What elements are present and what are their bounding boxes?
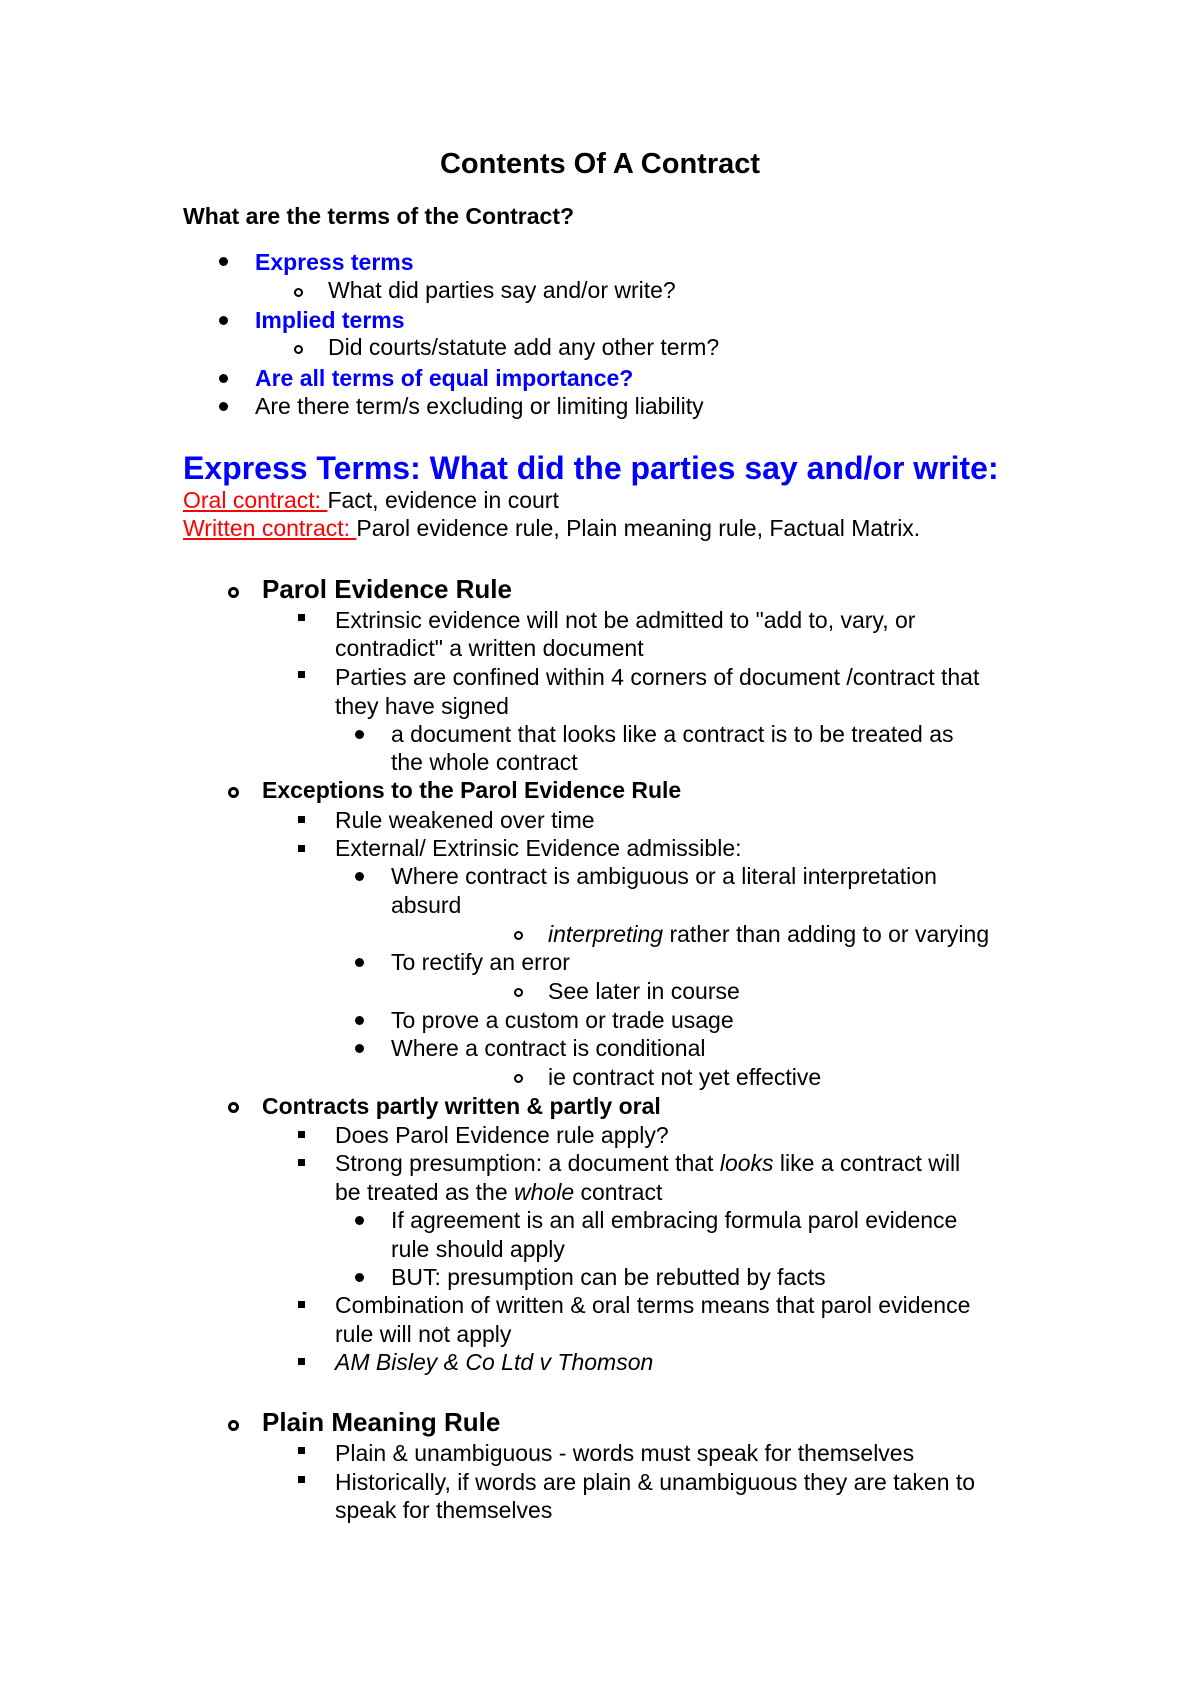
exceptions-text: rather than adding to or varying xyxy=(663,921,990,947)
partly-text: be treated as the xyxy=(335,1179,515,1205)
bullet-circle xyxy=(514,988,523,997)
intro-item-implied: Implied terms xyxy=(255,307,405,333)
exceptions-line: absurd xyxy=(391,892,462,918)
bullet-square xyxy=(298,1301,305,1308)
intro-item-express-sub: What did parties say and/or write? xyxy=(328,277,676,303)
bullet-dot xyxy=(355,1016,364,1025)
intro-item-liability: Are there term/s excluding or limiting liability xyxy=(255,393,704,419)
parol-line: contradict" a written document xyxy=(335,635,644,661)
exceptions-line xyxy=(548,920,989,949)
partly-line: Does Parol Evidence rule apply? xyxy=(335,1122,669,1148)
bullet-dot xyxy=(219,402,228,411)
bullet-square xyxy=(298,671,305,678)
bullet-dot xyxy=(355,872,364,881)
bullet-square xyxy=(298,816,305,823)
partly-line: rule should apply xyxy=(391,1236,565,1262)
partly-line: rule will not apply xyxy=(335,1321,512,1347)
exceptions-italic: interpreting xyxy=(548,921,664,947)
bullet-square xyxy=(298,1447,305,1454)
parol-line: they have signed xyxy=(335,693,509,719)
exceptions-heading: Exceptions to the Parol Evidence Rule xyxy=(262,777,682,803)
bullet-circle xyxy=(228,587,239,598)
exceptions-line: ie contract not yet effective xyxy=(548,1064,822,1090)
bullet-square xyxy=(298,614,305,621)
partly-text: contract xyxy=(574,1179,663,1205)
partly-italic: looks xyxy=(719,1150,774,1176)
written-contract-line xyxy=(183,514,920,543)
exceptions-line: External/ Extrinsic Evidence admissible: xyxy=(335,835,742,861)
parol-line: Parties are confined within 4 corners of document /contract that xyxy=(335,664,980,690)
written-contract-text: Parol evidence rule, Plain meaning rule, Factual Matrix. xyxy=(356,515,921,541)
parol-line: a document that looks like a contract is to be treated as xyxy=(391,721,954,747)
written-contract-label: Written contract: xyxy=(183,515,357,541)
partly-text: like a contract will xyxy=(773,1150,961,1176)
bullet-square xyxy=(298,845,305,852)
bullet-square xyxy=(298,1476,305,1483)
exceptions-line: See later in course xyxy=(548,978,740,1004)
intro-item-express: Express terms xyxy=(255,249,414,275)
bullet-square xyxy=(298,1159,305,1166)
plain-line: Historically, if words are plain & unambiguous they are taken to xyxy=(335,1469,976,1495)
bullet-circle xyxy=(228,1420,239,1431)
bullet-circle xyxy=(294,288,303,297)
exceptions-line: Where contract is ambiguous or a literal interpretation xyxy=(391,863,937,889)
bullet-square xyxy=(298,1131,305,1138)
intro-question: What are the terms of the Contract? xyxy=(183,203,575,229)
bullet-dot xyxy=(355,958,364,967)
plain-heading: Plain Meaning Rule xyxy=(262,1407,501,1437)
oral-contract-label: Oral contract: xyxy=(183,487,328,513)
oral-contract-text: Fact, evidence in court xyxy=(327,487,559,513)
parol-heading: Parol Evidence Rule xyxy=(262,574,512,604)
express-heading: Express Terms: What did the parties say and/or write: xyxy=(183,450,999,486)
bullet-dot xyxy=(355,1044,364,1053)
bullet-dot xyxy=(219,374,228,383)
intro-item-importance: Are all terms of equal importance? xyxy=(255,365,634,391)
exceptions-line: Rule weakened over time xyxy=(335,807,595,833)
bullet-square xyxy=(298,1358,305,1365)
partly-line: If agreement is an all embracing formula parol evidence xyxy=(391,1207,958,1233)
bullet-dot xyxy=(219,257,228,266)
exceptions-line: To rectify an error xyxy=(391,949,570,975)
partly-line: Combination of written & oral terms means that parol evidence xyxy=(335,1292,971,1318)
bullet-dot xyxy=(355,730,364,739)
oral-contract-line xyxy=(183,486,559,515)
bullet-dot xyxy=(355,1273,364,1282)
page-title: Contents Of A Contract xyxy=(439,148,761,180)
partly-text: Strong presumption: a document that xyxy=(335,1150,720,1176)
bullet-circle xyxy=(228,1102,239,1113)
partly-italic: whole xyxy=(514,1179,575,1205)
partly-line xyxy=(335,1178,662,1207)
bullet-circle xyxy=(514,1074,523,1083)
partly-line xyxy=(335,1149,960,1178)
case-citation: AM Bisley & Co Ltd v Thomson xyxy=(335,1349,654,1375)
plain-line: speak for themselves xyxy=(335,1497,553,1523)
bullet-circle xyxy=(294,345,303,354)
parol-line: Extrinsic evidence will not be admitted to "add to, vary, or xyxy=(335,607,916,633)
partly-heading: Contracts partly written & partly oral xyxy=(262,1093,661,1119)
bullet-dot xyxy=(219,316,228,325)
bullet-dot xyxy=(355,1216,364,1225)
exceptions-line: To prove a custom or trade usage xyxy=(391,1007,734,1033)
bullet-circle xyxy=(514,931,523,940)
plain-line: Plain & unambiguous - words must speak for themselves xyxy=(335,1440,915,1466)
partly-line: BUT: presumption can be rebutted by facts xyxy=(391,1264,826,1290)
parol-line: the whole contract xyxy=(391,749,578,775)
exceptions-line: Where a contract is conditional xyxy=(391,1035,706,1061)
bullet-circle xyxy=(228,787,239,798)
intro-item-implied-sub: Did courts/statute add any other term? xyxy=(328,334,720,360)
